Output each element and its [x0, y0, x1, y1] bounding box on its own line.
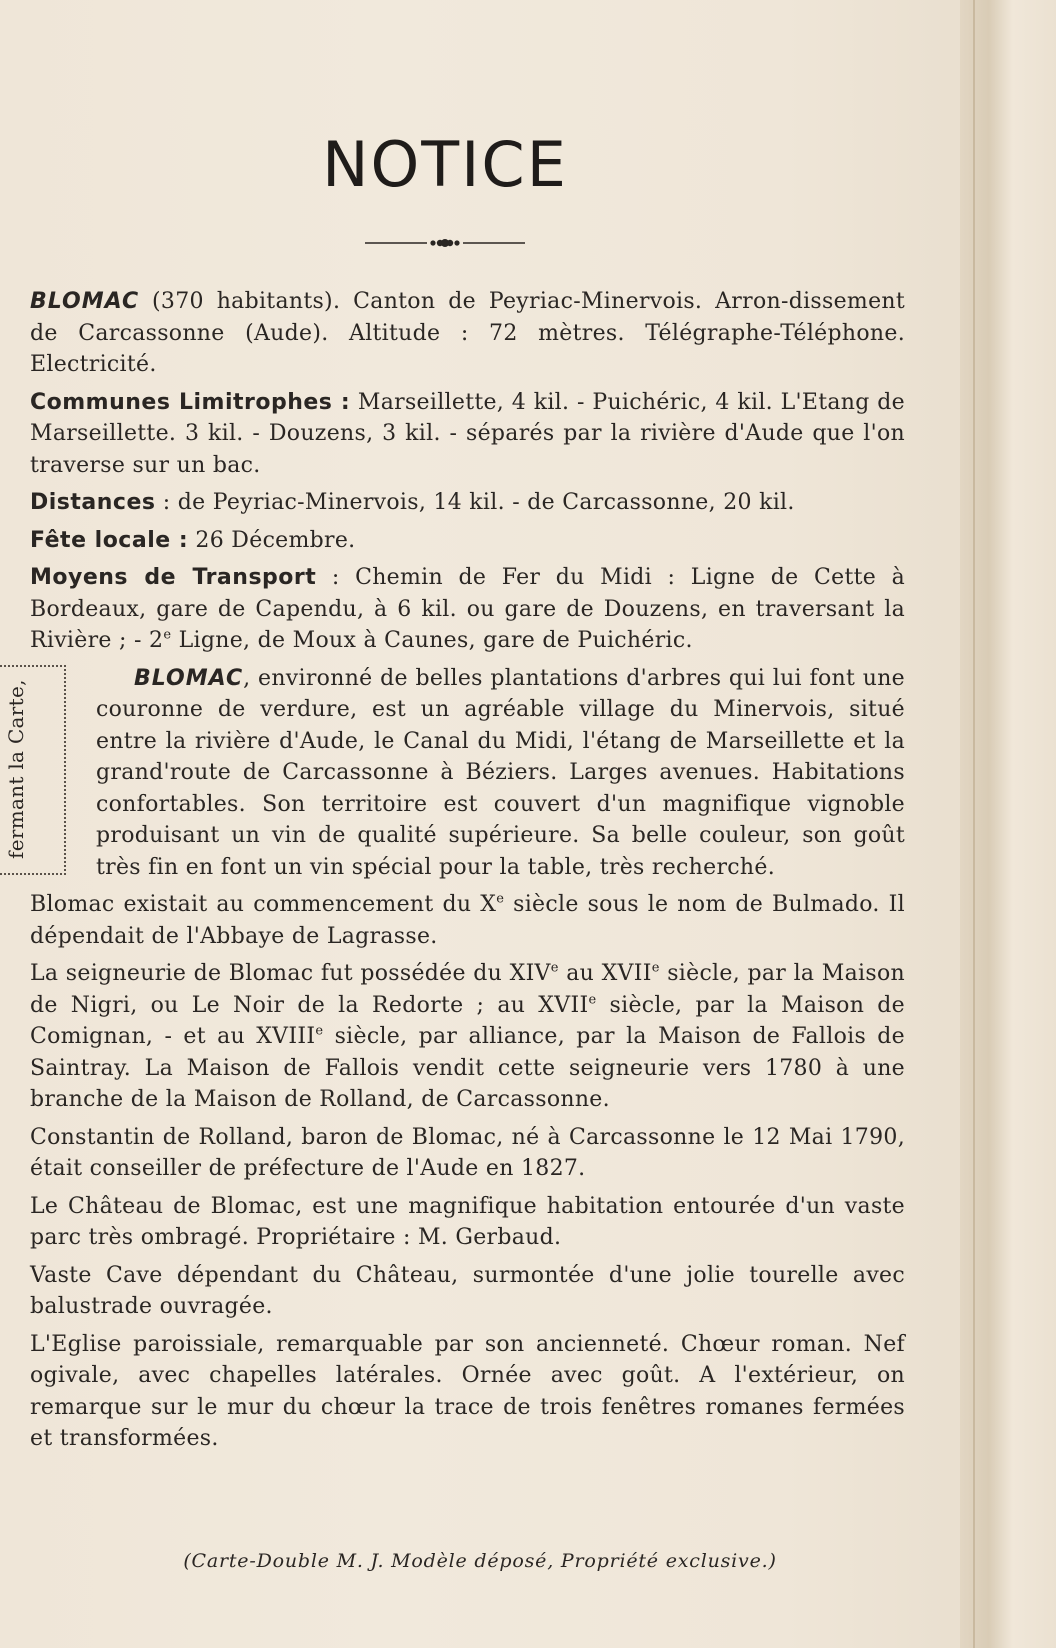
- history2-e: siècle, par alliance, par la Maison de Fallois de Saintray. La Maison de Fallois vendit cette seigneurie vers 1780 à une branche de la Maison de Rolland, de Carcassonne.: [30, 1024, 905, 1112]
- history2-c: siècle, par la Maison de Nigri, ou Le Noir de la Redorte ; au XVII: [30, 961, 905, 1018]
- history2-b: au XVII: [558, 961, 652, 986]
- transport-paragraph: [0, 562, 905, 657]
- description-name: BLOMAC: [134, 665, 244, 691]
- distances-text: : de Peyriac-Minervois, 14 kil. - de Carcassonne, 20 kil.: [155, 490, 795, 515]
- transport-label: Moyens de Transport: [30, 565, 317, 590]
- transport-text-2: Ligne, de Moux à Caunes, gare de Puichéric.: [171, 628, 693, 653]
- distances-paragraph: [0, 487, 905, 519]
- transport-sup: e: [163, 627, 172, 643]
- history2-sup2: e: [651, 960, 660, 976]
- eglise-paragraph: L'Eglise paroissiale, remarquable par son ancienneté. Chœur roman. Nef ogivale, avec chapelles latérales. Ornée avec goût. A l'extérieur, on remarque sur le mur du chœur la trace de trois fenêtres romanes fermées et transformées.: [30, 1331, 905, 1451]
- inset-frame: [0, 665, 66, 875]
- intro-paragraph: [0, 286, 905, 381]
- gutter-fold-line: [973, 0, 975, 1648]
- communes-text: Marseillette, 4 kil. - Puichéric, 4 kil. L'Etang de Marseillette. 3 kil. - Douzens, 3 kil. - séparés par la rivière d'Aude que l'on traverse sur un bac.: [30, 389, 905, 478]
- history-paragraph-2: [0, 958, 905, 1116]
- chateau-paragraph: Le Château de Blomac, est une magnifique habitation entourée d'un vaste parc très ombragé. Propriétaire : M. Gerbaud.: [30, 1193, 905, 1250]
- history1-a: Blomac existait au commencement du X: [30, 892, 497, 917]
- history2-sup3: e: [588, 992, 597, 1008]
- distances-label: Distances: [30, 490, 156, 515]
- intro-name: BLOMAC: [30, 289, 140, 314]
- cave-paragraph: Vaste Cave dépendant du Château, surmontée d'une jolie tourelle avec balustrade ouvragée.: [30, 1262, 905, 1319]
- history1-b: siècle sous le nom de Bulmado. Il dépendait de l'Abbaye de Lagrasse.: [30, 892, 905, 949]
- history2-sup1: e: [550, 960, 559, 976]
- transport-text: : Chemin de Fer du Midi : Ligne de Cette à Bordeaux, gare de Capendu, à 6 kil. ou gare de Douzens, en traversant la Rivière ; - 2: [30, 565, 905, 653]
- communes-label: Communes Limitrophes :: [30, 389, 351, 415]
- inset-label: fermant la Carte,: [4, 678, 28, 859]
- fete-label: Fête locale :: [30, 527, 189, 553]
- fete-paragraph: [0, 525, 905, 557]
- description-paragraph: [0, 663, 905, 884]
- fete-text: 26 Décembre.: [188, 527, 356, 553]
- description-text: , environné de belles plantations d'arbres qui lui font une couronne de verdure, est un agréable village du Minervois, situé entre la rivière d'Aude, le Canal du Midi, l'étang de Marseillette et la grand'route de Carcassonne à Béziers. Larges avenues. Habitations confortables. Son territoire est couvert d'un magnifique vignoble produisant un vin de qualité supérieure. Sa belle couleur, son goût très fin en font un vin spécial pour la table, très recherché.: [96, 665, 905, 880]
- footer-note: (Carte-Double M. J. Modèle déposé, Propriété exclusive.): [183, 1550, 777, 1572]
- communes-paragraph: [0, 387, 905, 482]
- history-paragraph-1: [0, 889, 905, 952]
- history2-d: siècle, par la Maison de Comignan, - et au XVIII: [30, 992, 905, 1049]
- history1-sup: e: [496, 891, 505, 907]
- description-block: [0, 663, 905, 884]
- history2-a: La seigneurie de Blomac fut possédée du XIV: [30, 961, 551, 986]
- notice-body: [0, 286, 905, 1461]
- ornament-divider: [365, 236, 525, 250]
- history2-sup4: e: [315, 1023, 324, 1039]
- page-title: NOTICE: [322, 128, 568, 201]
- history-paragraph-3: Constantin de Rolland, baron de Blomac, né à Carcassonne le 12 Mai 1790, était conseiller de préfecture de l'Aude en 1827.: [30, 1124, 905, 1181]
- intro-text: (370 habitants). Canton de Peyriac-Minervois. Arron-dissement de Carcassonne (Aude). Altitude : 72 mètres. Télégraphe-Téléphone. Electricité.: [30, 289, 905, 377]
